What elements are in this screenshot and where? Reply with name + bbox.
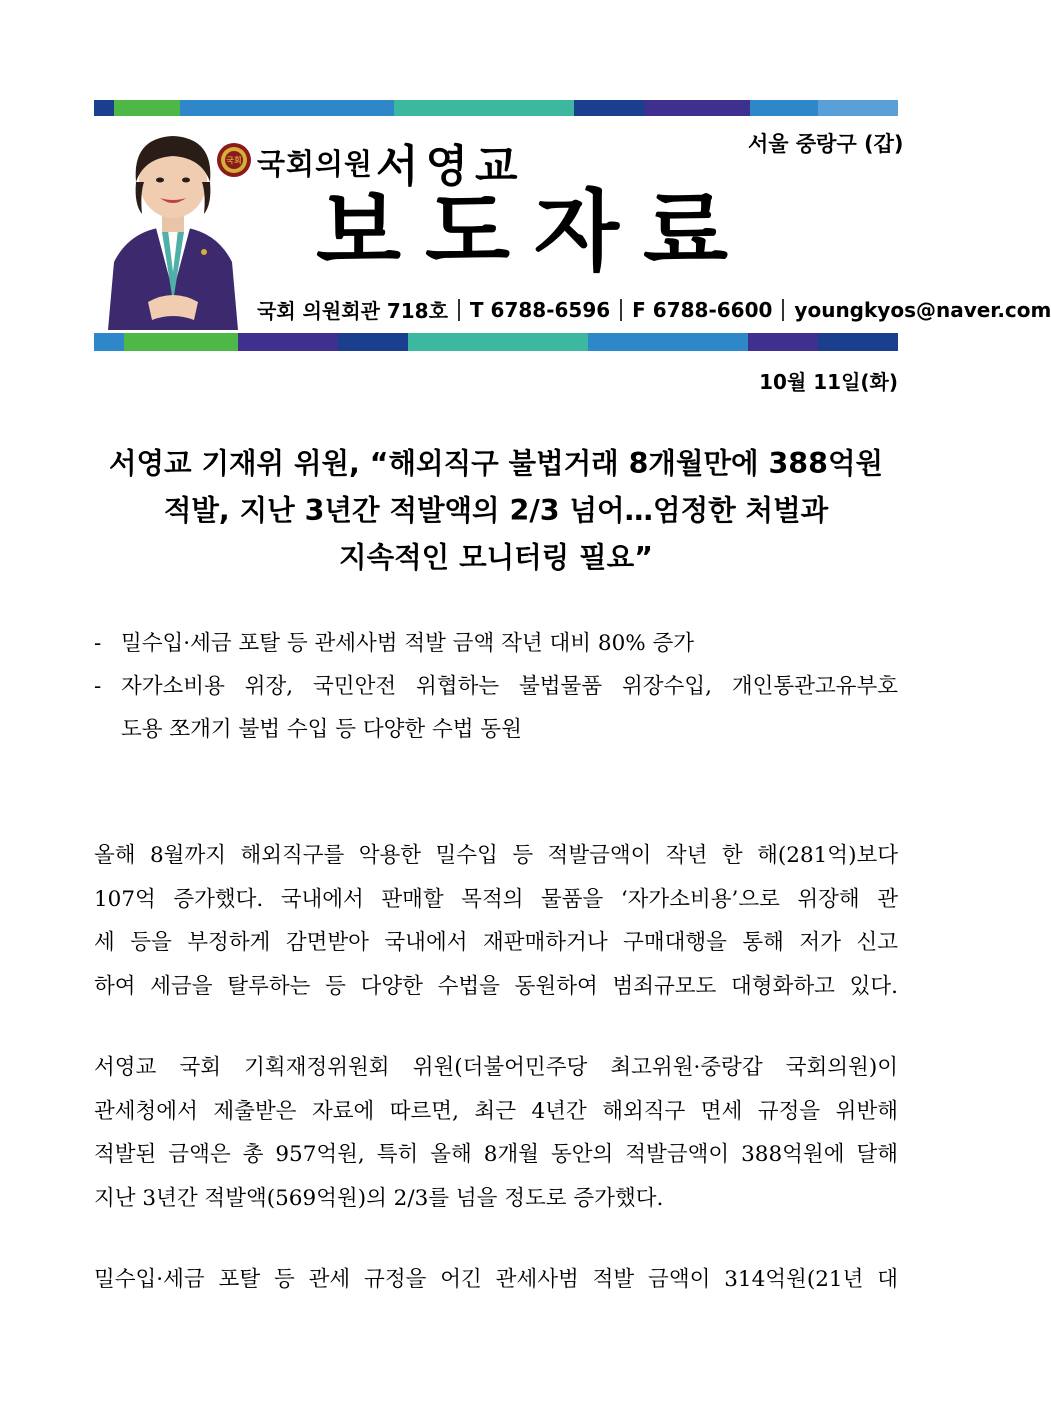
paragraph-line: 적발된 금액은 총 957억원, 특히 올해 8개월 동안의 적발금액이 388억원에 달해: [94, 1142, 898, 1167]
bullet-item: [94, 665, 898, 751]
paragraph-line: 하여 세금을 탈루하는 등 다양한 수법을 동원하여 범죄규모도 대형화하고 있다.: [94, 973, 898, 999]
bullet-dash: -: [94, 674, 102, 699]
paragraph-line: 서영교 국회 기획재정위원회 위원(더불어민주당 최고위원·중랑갑 국회의원)이: [94, 1055, 898, 1080]
body-paragraph: [94, 1258, 898, 1302]
body-paragraph: [94, 1046, 898, 1220]
paragraph-line: 밀수입·세금 포탈 등 관세 규정을 어긴 관세사범 적발 금액이 314억원(21년 대: [94, 1267, 898, 1292]
bullet-text: 도용 쪼개기 불법 수입 등 다양한 수법 동원: [121, 717, 522, 742]
headline-line: 적발, 지난 3년간 적발액의 2/3 넘어…엄정한 처벌과: [163, 494, 829, 527]
headline: [70, 440, 922, 581]
release-date: 10월 11일(화): [759, 370, 898, 394]
national-assembly-seal-icon: [216, 142, 252, 178]
member-name: 서영교: [376, 141, 525, 192]
bullet-text: 자가소비용 위장, 국민안전 위협하는 불법물품 위장수입, 개인통관고유부호: [121, 674, 898, 699]
body-paragraph: [94, 834, 898, 1008]
divider: [458, 299, 460, 321]
fax: F 6788-6600: [632, 297, 773, 322]
paragraph-line: 107억 증가했다. 국내에서 판매할 목적의 물품을 ‘자가소비용’으로 위장해 관: [94, 886, 898, 912]
email-link[interactable]: youngkyos@naver.com: [794, 297, 1051, 322]
office-address: 국회 의원회관 718호: [257, 299, 448, 323]
paragraph-line: 세 등을 부정하게 감면받아 국내에서 재판매하거나 구매대행을 통해 저가 신고: [94, 930, 898, 955]
press-release-title: 보도자료: [316, 180, 753, 283]
headline-line: 지속적인 모니터링 필요”: [339, 541, 653, 574]
paragraph-line: 관세청에서 제출받은 자료에 따르면, 최근 4년간 해외직구 면세 규정을 위반해: [94, 1098, 898, 1124]
svg-text:국회: 국회: [226, 156, 242, 165]
divider: [620, 299, 622, 321]
bullet-text: 밀수입·세금 포탈 등 관세사범 적발 금액 작년 대비 80% 증가: [121, 631, 695, 656]
paragraph-line: 올해 8월까지 해외직구를 악용한 밀수입 등 적발금액이 작년 한 해(281억)보다: [94, 843, 898, 868]
bullet-item: [94, 622, 898, 665]
divider: [782, 299, 784, 321]
summary-bullets: [94, 622, 898, 751]
bullet-dash: -: [94, 631, 102, 656]
press-banner: [94, 100, 1051, 351]
member-label: 국회의원: [257, 147, 374, 181]
headline-line: 서영교 기재위 위원, “해외직구 불법거래 8개월만에 388억원: [108, 447, 884, 480]
contact-info: [257, 295, 1051, 324]
telephone: T 6788-6596: [469, 297, 611, 322]
banner-top-stripe: [94, 100, 898, 116]
banner-bottom-stripe: [94, 333, 898, 351]
district-label: 서울 중랑구 (갑): [748, 132, 904, 156]
paragraph-line: 지난 3년간 적발액(569억원)의 2/3를 넘을 정도로 증가했다.: [94, 1185, 664, 1211]
